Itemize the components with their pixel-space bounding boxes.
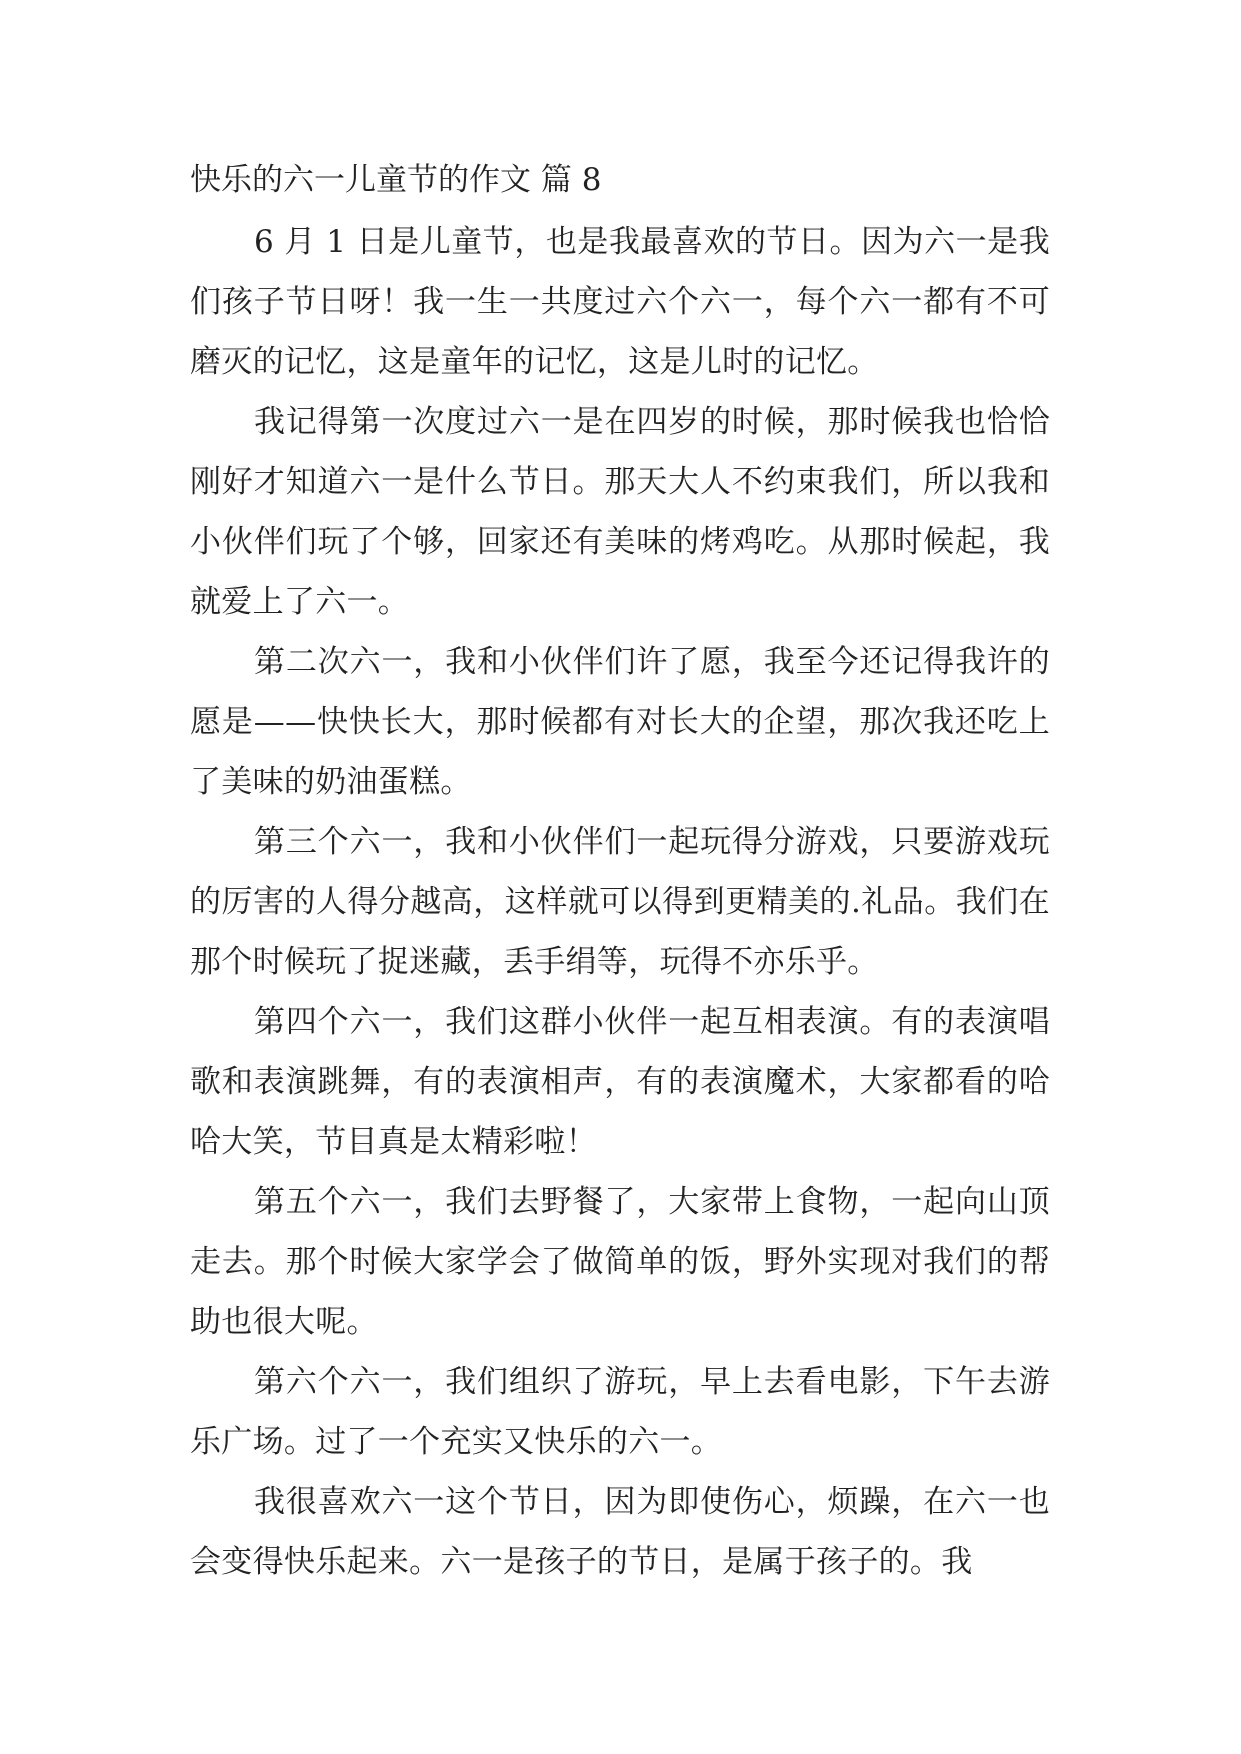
paragraph-3: 第二次六一，我和小伙伴们许了愿，我至今还记得我许的愿是——快快长大，那时候都有对长大的企望，那次我还吃上了美味的奶油蛋糕。	[190, 644, 1050, 800]
paragraph-4: 第三个六一，我和小伙伴们一起玩得分游戏，只要游戏玩的厉害的人得分越高，这样就可以得到更精美的.礼品。我们在那个时候玩了捉迷藏，丢手绢等，玩得不亦乐乎。	[190, 824, 1050, 980]
paragraph-8: 我很喜欢六一这个节日，因为即使伤心，烦躁，在六一也会变得快乐起来。六一是孩子的节日，是属于孩子的。我	[190, 1484, 1050, 1580]
paragraph-2: 我记得第一次度过六一是在四岁的时候，那时候我也恰恰刚好才知道六一是什么节日。那天大人不约束我们，所以我和小伙伴们玩了个够，回家还有美味的烤鸡吃。从那时候起，我就爱上了六一。	[190, 404, 1050, 620]
document-body	[190, 150, 1050, 1592]
paragraph-6: 第五个六一，我们去野餐了，大家带上食物，一起向山顶走去。那个时候大家学会了做简单的饭，野外实现对我们的帮助也很大呢。	[190, 1184, 1050, 1340]
paragraph-5: 第四个六一，我们这群小伙伴一起互相表演。有的表演唱歌和表演跳舞，有的表演相声，有的表演魔术，大家都看的哈哈大笑，节目真是太精彩啦！	[190, 1004, 1050, 1160]
paragraph-7: 第六个六一，我们组织了游玩，早上去看电影，下午去游乐广场。过了一个充实又快乐的六一。	[190, 1364, 1050, 1460]
paragraph-1: 6 月 1 日是儿童节，也是我最喜欢的节日。因为六一是我们孩子节日呀！我一生一共度过六个六一，每个六一都有不可磨灭的记忆，这是童年的记忆，这是儿时的记忆。	[190, 224, 1050, 380]
essay-title: 快乐的六一儿童节的作文 篇 8	[190, 162, 602, 198]
